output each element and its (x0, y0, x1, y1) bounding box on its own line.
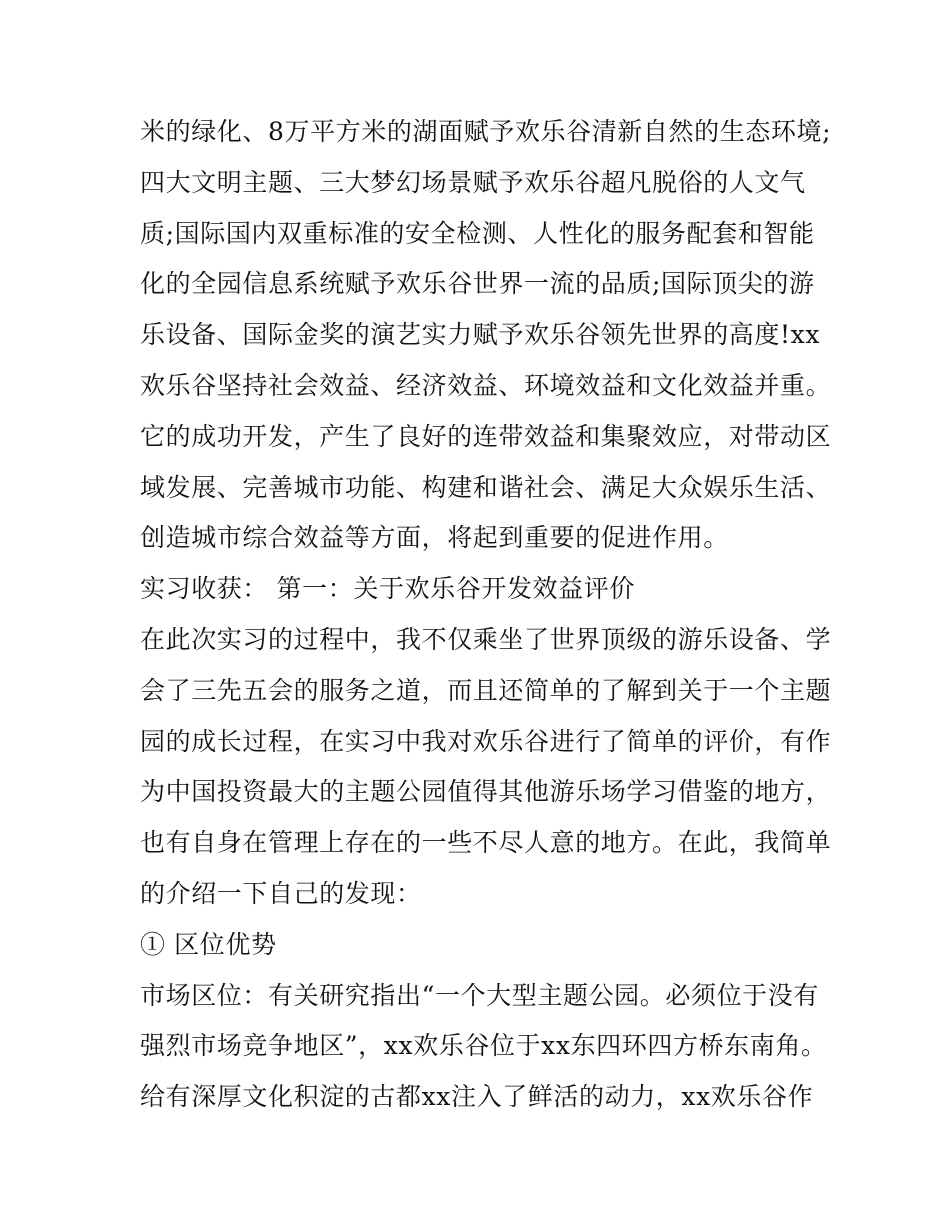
text-line: 的介绍一下自己的发现： (140, 878, 422, 908)
text-line: 四大文明主题、三大梦幻场景赋予欢乐谷超凡脱俗的人文气 (140, 167, 806, 197)
text-line: 乐设备、国际金奖的演艺实力赋予欢乐谷领先世界的高度!xx (140, 320, 821, 350)
text-line: 强烈市场竞争地区”，xx欢乐谷位于xx东四环四方桥东南角。 (140, 1031, 827, 1061)
text-line: 欢乐谷坚持社会效益、经济效益、环境效益和文化效益并重。 (140, 370, 832, 400)
text-line: 为中国投资最大的主题公园值得其他游乐场学习借鉴的地方， (140, 777, 832, 807)
document-body (140, 107, 832, 1123)
text-line: 市场区位：有关研究指出“一个大型主题公园。必须位于没有 (140, 980, 819, 1010)
text-line: 会了三先五会的服务之道，而且还简单的了解到关于一个主题 (140, 675, 832, 705)
text-line: 米的绿化、8万平方米的湖面赋予欢乐谷清新自然的生态环境; (140, 117, 832, 146)
section-heading: 实习收获： 第一：关于欢乐谷开发效益评价 (140, 574, 635, 604)
text-line: 创造城市综合效益等方面，将起到重要的促进作用。 (140, 523, 729, 553)
subheading: ① 区位优势 (140, 929, 277, 959)
text-line: 它的成功开发，产生了良好的连带效益和集聚效应，对带动区 (140, 421, 832, 451)
text-line: 园的成长过程，在实习中我对欢乐谷进行了简单的评价，有作 (140, 726, 832, 756)
text-line: 化的全园信息系统赋予欢乐谷世界一流的品质;国际顶尖的游 (140, 269, 815, 299)
text-line: 在此次实习的过程中，我不仅乘坐了世界顶级的游乐设备、学 (140, 624, 832, 654)
text-line: 质;国际国内双重标准的安全检测、人性化的服务配套和智能 (140, 218, 815, 248)
text-line: 域发展、完善城市功能、构建和谐社会、满足大众娱乐生活、 (140, 472, 832, 502)
text-line: 也有自身在管理上存在的一些不尽人意的地方。在此，我简单 (140, 828, 832, 858)
text-line: 给有深厚文化积淀的古都xx注入了鲜活的动力，xx欢乐谷作 (140, 1082, 814, 1112)
